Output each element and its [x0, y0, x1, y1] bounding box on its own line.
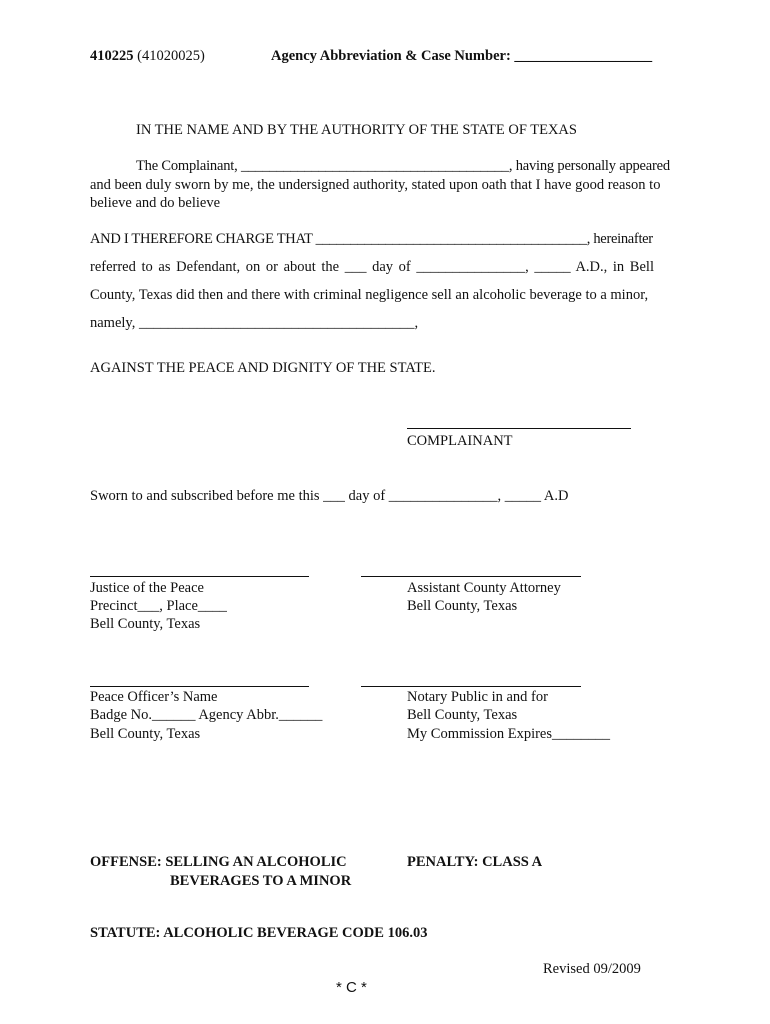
form-code: (41020025)	[137, 48, 205, 64]
agency-case-number-field[interactable]: ___________________	[514, 48, 653, 64]
attorney-line2: Bell County, Texas	[407, 598, 518, 614]
document-title: IN THE NAME AND BY THE AUTHORITY OF THE STATE OF TEXAS	[136, 122, 577, 138]
complainant-label: The Complainant,	[136, 158, 238, 174]
defendant-name-field[interactable]: _______________________________________	[315, 231, 587, 247]
officer-line3: Bell County, Texas	[90, 726, 201, 742]
form-number-header	[90, 48, 205, 65]
officer-line1: Peace Officer’s Name	[90, 689, 218, 705]
attorney-signature-line[interactable]	[361, 576, 581, 577]
against-peace-statement: AGAINST THE PEACE AND DIGNITY OF THE STATE.	[90, 360, 436, 376]
hereinafter-text: , hereinafter	[586, 231, 653, 247]
notary-line3: My Commission Expires________	[407, 726, 611, 742]
revised-date: Revised 09/2009	[543, 961, 641, 977]
appeared-text: , having personally appeared	[508, 158, 670, 174]
offense-line1: OFFENSE: SELLING AN ALCOHOLIC	[90, 854, 347, 870]
notary-line1: Notary Public in and for	[407, 689, 548, 705]
complainant-signature-label: COMPLAINANT	[407, 433, 513, 449]
officer-line2: Badge No.______ Agency Abbr.______	[90, 707, 323, 723]
form-number: 410225	[90, 48, 134, 64]
justice-line3: Bell County, Texas	[90, 616, 201, 632]
notary-signature-line[interactable]	[361, 686, 581, 687]
notary-line2: Bell County, Texas	[407, 707, 518, 723]
complainant-name-field[interactable]: ______________________________________	[240, 158, 509, 174]
footer-code: * C *	[336, 979, 367, 996]
complainant-para-line3: believe and do believe	[90, 195, 221, 211]
charge-para-line1	[90, 231, 653, 248]
charge-para-line2: referred to as Defendant, on or about the ___ day of _______________, _____ A.D., in Bell	[90, 259, 654, 275]
complainant-para-line1	[136, 158, 670, 175]
justice-line1: Justice of the Peace	[90, 580, 204, 596]
offense-line2: BEVERAGES TO A MINOR	[170, 873, 352, 889]
justice-signature-line[interactable]	[90, 576, 309, 577]
penalty-label: PENALTY: CLASS A	[407, 854, 543, 870]
officer-signature-line[interactable]	[90, 686, 309, 687]
agency-label-text: Agency Abbreviation & Case Number:	[271, 48, 511, 64]
attorney-line1: Assistant County Attorney	[407, 580, 561, 596]
complainant-para-line2: and been duly sworn by me, the undersigned authority, stated upon oath that I have good reason to	[90, 177, 661, 193]
statute-label: STATUTE: ALCOHOLIC BEVERAGE CODE 106.03	[90, 925, 428, 941]
agency-case-number-label	[271, 48, 652, 65]
justice-line2: Precinct___, Place____	[90, 598, 227, 614]
charge-para-line3: County, Texas did then and there with criminal negligence sell an alcoholic beverage to a minor,	[90, 287, 649, 303]
complainant-signature-line[interactable]	[407, 428, 631, 429]
charge-para-line4: namely, ______________________________________,	[90, 315, 419, 331]
charge-label: AND I THEREFORE CHARGE THAT	[90, 231, 313, 247]
sworn-statement: Sworn to and subscribed before me this ___ day of _______________, _____ A.D	[90, 488, 569, 504]
